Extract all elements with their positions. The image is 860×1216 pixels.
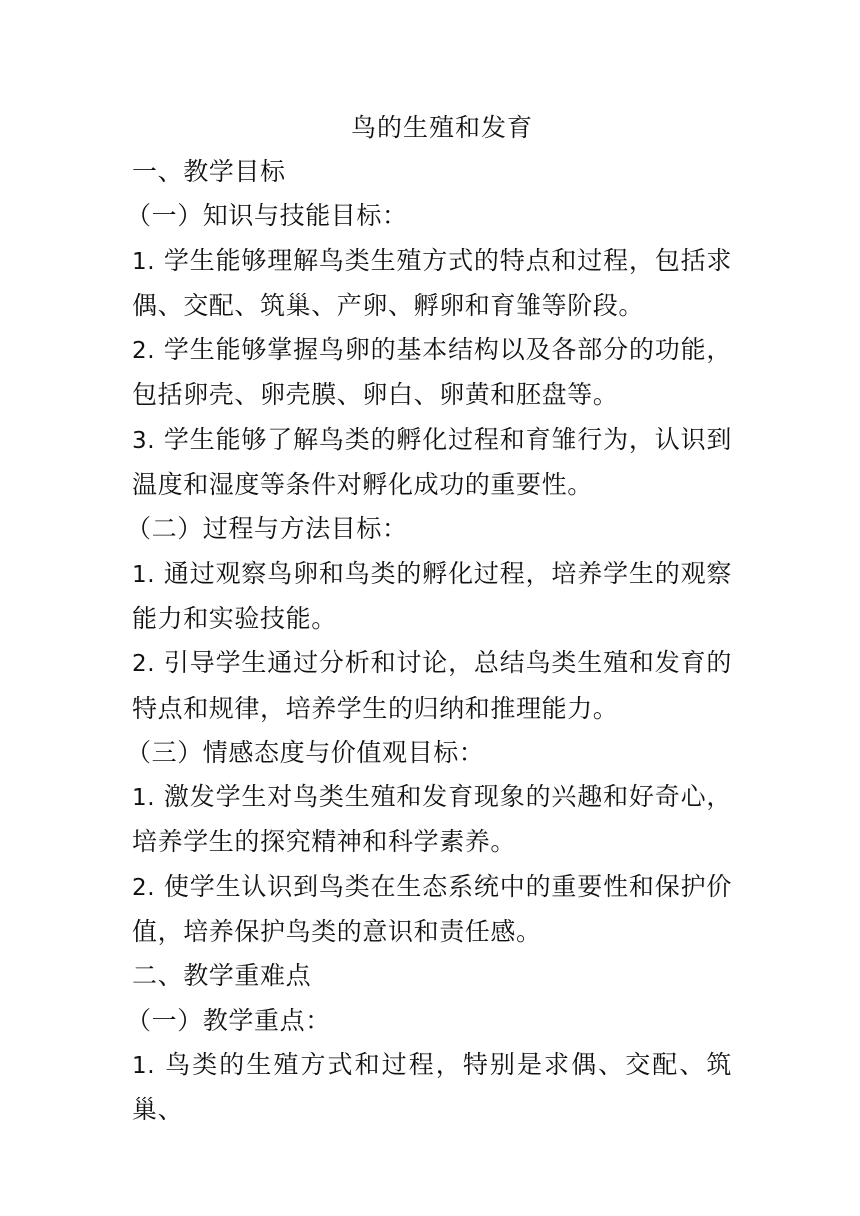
subheading-teaching-focus: （一）教学重点： [126, 1005, 331, 1035]
section-heading-objectives: 一、教学目标 [132, 157, 286, 186]
item-text: 学生能够理解鸟类生殖方式的特点和过程，包括求偶、交配、筑巢、产卵、孵卵和育雏等阶段。 [132, 245, 732, 320]
list-item [132, 865, 732, 955]
subheading-emotion-values: （三）情感态度与价值观目标： [126, 737, 485, 767]
item-text: 鸟类的生殖方式和过程，特别是求偶、交配、筑巢、 [132, 1049, 732, 1125]
item-text: 引导学生通过分析和讨论，总结鸟类生殖和发育的特点和规律，培养学生的归纳和推理能力。 [132, 648, 732, 723]
list-item [132, 552, 732, 642]
item-number: 1. [132, 785, 156, 812]
list-item [132, 641, 732, 731]
item-number: 3. [132, 427, 156, 454]
item-number: 1. [132, 1052, 156, 1079]
item-text: 使学生认识到鸟类在生态系统中的重要性和保护价值，培养保护鸟类的意识和责任感。 [132, 871, 732, 947]
list-item [132, 328, 732, 418]
item-text: 激发学生对鸟类生殖和发育现象的兴趣和好奇心，培养学生的探究精神和科学素养。 [132, 782, 732, 857]
item-number: 1. [132, 248, 156, 275]
list-item [132, 1043, 732, 1133]
item-text: 通过观察鸟卵和鸟类的孵化过程，培养学生的观察能力和实验技能。 [132, 558, 732, 633]
list-item [132, 418, 732, 508]
item-number: 2. [132, 874, 156, 901]
list-item [132, 239, 732, 329]
item-number: 2. [132, 338, 156, 365]
subheading-knowledge-skills: （一）知识与技能目标： [126, 201, 408, 231]
document-body [126, 106, 732, 1133]
item-number: 1. [132, 561, 156, 588]
item-text: 学生能够掌握鸟卵的基本结构以及各部分的功能，包括卵壳、卵壳膜、卵白、卵黄和胚盘等。 [132, 335, 732, 410]
list-item [132, 775, 732, 865]
subheading-process-method: （二）过程与方法目标： [126, 514, 408, 544]
item-number: 2. [132, 651, 156, 678]
section-heading-key-difficulties: 二、教学重难点 [132, 961, 312, 991]
item-text: 学生能够了解鸟类的孵化过程和育雏行为，认识到温度和湿度等条件对孵化成功的重要性。 [132, 424, 732, 500]
document-title: 鸟的生殖和发育 [350, 113, 533, 142]
